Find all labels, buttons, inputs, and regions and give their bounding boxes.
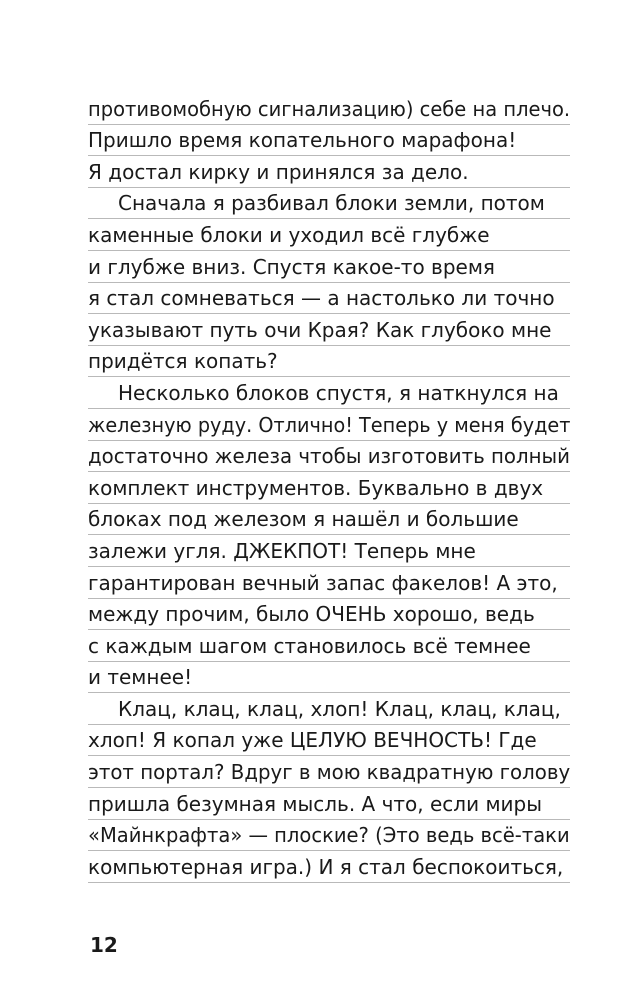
text-line — [88, 693, 570, 725]
line-text: и глубже вниз. Спустя какое-то время — [88, 254, 495, 279]
text-line — [88, 314, 570, 346]
text-line — [88, 93, 570, 125]
line-text: этот портал? Вдруг в мою квадратную голову — [88, 760, 571, 785]
text-line — [88, 251, 570, 283]
line-text: комплект инструментов. Буквально в двух — [88, 475, 544, 500]
line-text: противомобную сигнализацию) себе на плечо. — [88, 96, 571, 121]
line-text: каменные блоки и уходил всё глубже — [88, 222, 490, 247]
line-text: Сначала я разбивал блоки земли, потом — [118, 191, 545, 216]
line-text: гарантирован вечный запас факелов! А это, — [88, 570, 558, 595]
line-text: хлоп! Я копал уже ЦЕЛУЮ ВЕЧНОСТЬ! Где — [88, 728, 537, 753]
text-line — [88, 820, 570, 852]
text-line — [88, 567, 570, 599]
page-number: 12 — [90, 933, 118, 957]
text-line — [88, 283, 570, 315]
text-line — [88, 156, 570, 188]
text-line — [88, 346, 570, 378]
text-line — [88, 472, 570, 504]
line-text: Пришло время копательного марафона! — [88, 128, 517, 153]
text-line — [88, 851, 570, 883]
line-text: достаточно железа чтобы изготовить полный — [88, 444, 570, 469]
line-text: Несколько блоков спустя, я наткнулся на — [118, 380, 559, 405]
line-text: «Майнкрафта» — плоские? (Это ведь всё-таки — [88, 823, 570, 848]
line-text: придётся копать? — [88, 349, 278, 374]
line-text: компьютерная игра.) И я стал беспокоиться, — [88, 854, 564, 879]
text-line — [88, 219, 570, 251]
line-text: Я достал кирку и принялся за дело. — [88, 159, 469, 184]
text-line — [88, 504, 570, 536]
line-text: между прочим, было ОЧЕНЬ хорошо, ведь — [88, 602, 535, 627]
line-text: я стал сомневаться — а настолько ли точно — [88, 286, 555, 311]
text-line — [88, 377, 570, 409]
line-text: Клац, клац, клац, хлоп! Клац, клац, клац, — [118, 696, 561, 721]
text-line — [88, 599, 570, 631]
line-text: указывают путь очи Края? Как глубоко мне — [88, 317, 552, 342]
text-line — [88, 725, 570, 757]
text-line — [88, 756, 570, 788]
text-line — [88, 788, 570, 820]
text-line — [88, 188, 570, 220]
line-text: и темнее! — [88, 665, 193, 690]
text-line — [88, 535, 570, 567]
line-text: пришла безумная мысль. А что, если миры — [88, 791, 543, 816]
text-line — [88, 662, 570, 694]
text-line — [88, 125, 570, 157]
text-line — [88, 630, 570, 662]
ruled-text-body — [88, 93, 570, 883]
text-line — [88, 441, 570, 473]
line-text: с каждым шагом становилось всё темнее — [88, 633, 531, 658]
line-text: залежи угля. ДЖЕКПОТ! Теперь мне — [88, 538, 476, 563]
text-line — [88, 409, 570, 441]
line-text: блоках под железом я нашёл и большие — [88, 507, 519, 532]
line-text: железную руду. Отлично! Теперь у меня будет — [88, 412, 571, 437]
